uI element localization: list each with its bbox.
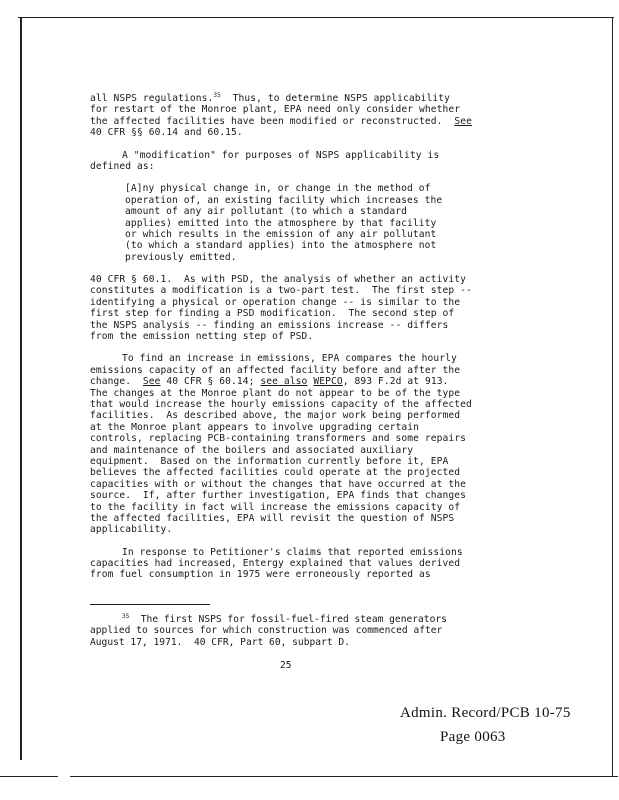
- paragraph-line: constitutes a modification is a two-part test. The first step --: [90, 285, 472, 297]
- paragraph-line: the affected facilities have been modified or reconstructed. See: [90, 115, 472, 127]
- paragraph-line: source. If, after further investigation, EPA finds that changes: [90, 490, 467, 502]
- paragraph-line: capacities had increased, Entergy explained that values derived: [90, 558, 461, 570]
- paragraph-two-part-test: [90, 274, 510, 342]
- paragraph-line: equipment. Based on the information currently before it, EPA: [90, 455, 449, 467]
- paragraph-line: from the emission netting step of PSD.: [90, 331, 314, 343]
- footnote-mark: 35: [122, 613, 130, 620]
- scan-border-top: [18, 17, 614, 18]
- quote-line: applies) emitted into the atmosphere by that facility: [125, 217, 437, 229]
- paragraph-line: that would increase the hourly emissions capacity of the affected: [90, 398, 472, 410]
- document-body: [90, 93, 510, 581]
- paragraph-line: controls, replacing PCB-containing transformers and some repairs: [90, 433, 467, 445]
- paragraph-line: applicability.: [90, 524, 173, 536]
- paragraph-modification-definition: [90, 150, 510, 173]
- paragraph-line: The changes at the Monroe plant do not appear to be of the type: [90, 387, 461, 399]
- paragraph-line: A "modification" for purposes of NSPS applicability is: [122, 149, 440, 161]
- paragraph-line: In response to Petitioner's claims that reported emissions: [122, 546, 463, 558]
- quote-line: [A]ny physical change in, or change in the method of: [125, 183, 431, 195]
- paragraph-entergy-response: [90, 547, 510, 581]
- paragraph-line: and maintenance of the boilers and associated auxiliary: [90, 444, 414, 456]
- paragraph-line: for restart of the Monroe plant, EPA need only consider whether: [90, 104, 461, 116]
- scan-border-bottom-left: [0, 776, 58, 777]
- scan-border-right: [612, 17, 613, 777]
- paragraph-line: believes the affected facilities could operate at the projected: [90, 467, 461, 479]
- paragraph-line: capacities with or without the changes that have occurred at the: [90, 478, 467, 490]
- paragraph-line: the NSPS analysis -- finding an emissions increase -- differs: [90, 319, 449, 331]
- page-number: 25: [280, 660, 292, 671]
- admin-record-stamp: Admin. Record/PCB 10-75: [400, 705, 571, 721]
- quote-line: previously emitted.: [125, 251, 237, 263]
- paragraph-line: 40 CFR § 60.1. As with PSD, the analysis of whether an activity: [90, 274, 467, 286]
- page-stamp: Page 0063: [440, 729, 506, 745]
- paragraph-nsps-applicability: [90, 93, 510, 139]
- citation-signal: see also: [260, 376, 308, 388]
- quote-line: (to which a standard applies) into the atmosphere not: [125, 240, 437, 252]
- block-quote: [90, 183, 510, 263]
- paragraph-line: 40 CFR §§ 60.14 and 60.15.: [90, 127, 243, 139]
- paragraph-line: first step for finding a PSD modification. The second step of: [90, 308, 455, 320]
- paragraph-line: defined as:: [90, 160, 155, 172]
- paragraph-line: the affected facilities, EPA will revisit the question of NSPS: [90, 512, 455, 524]
- paragraph-emissions-increase: [90, 353, 510, 535]
- footnote-ref: 35: [213, 92, 221, 99]
- quote-line: or which results in the emission of any air pollutant: [125, 228, 437, 240]
- paragraph-line: all NSPS regulations.$^{35}$ Thus, to determine NSPS applicability: [90, 92, 451, 104]
- paragraph-line: identifying a physical or operation change -- is similar to the: [90, 296, 461, 308]
- paragraph-line: facilities. As described above, the major work being performed: [90, 410, 461, 422]
- paragraph-line: change. See 40 CFR § 60.14; see also WEPCO, 893 F.2d at 913.: [90, 376, 449, 388]
- footnote: [90, 614, 520, 648]
- paragraph-line: at the Monroe plant appears to involve upgrading certain: [90, 421, 420, 433]
- footnote-line: $^{35}$ The first NSPS for fossil-fuel-fired steam generators: [122, 613, 447, 625]
- footnote-line: applied to sources for which construction was commenced after: [90, 625, 443, 637]
- paragraph-line: emissions capacity of an affected facility before and after the: [90, 364, 461, 376]
- case-name: WEPCO: [313, 376, 343, 388]
- footnote-divider: [90, 604, 210, 605]
- footnote-line: August 17, 1971. 40 CFR, Part 60, subpart D.: [90, 636, 350, 648]
- scan-border-left: [20, 17, 22, 760]
- quote-line: operation of, an existing facility which increases the: [125, 194, 443, 206]
- paragraph-line: from fuel consumption in 1975 were erroneously reported as: [90, 569, 431, 581]
- scan-border-bottom-right: [70, 776, 618, 777]
- paragraph-line: To find an increase in emissions, EPA compares the hourly: [122, 353, 457, 365]
- quote-line: amount of any air pollutant (to which a standard: [125, 206, 408, 218]
- citation-signal: See: [454, 115, 472, 127]
- paragraph-line: to the facility in fact will increase the emissions capacity of: [90, 501, 461, 513]
- citation-signal: See: [142, 376, 161, 388]
